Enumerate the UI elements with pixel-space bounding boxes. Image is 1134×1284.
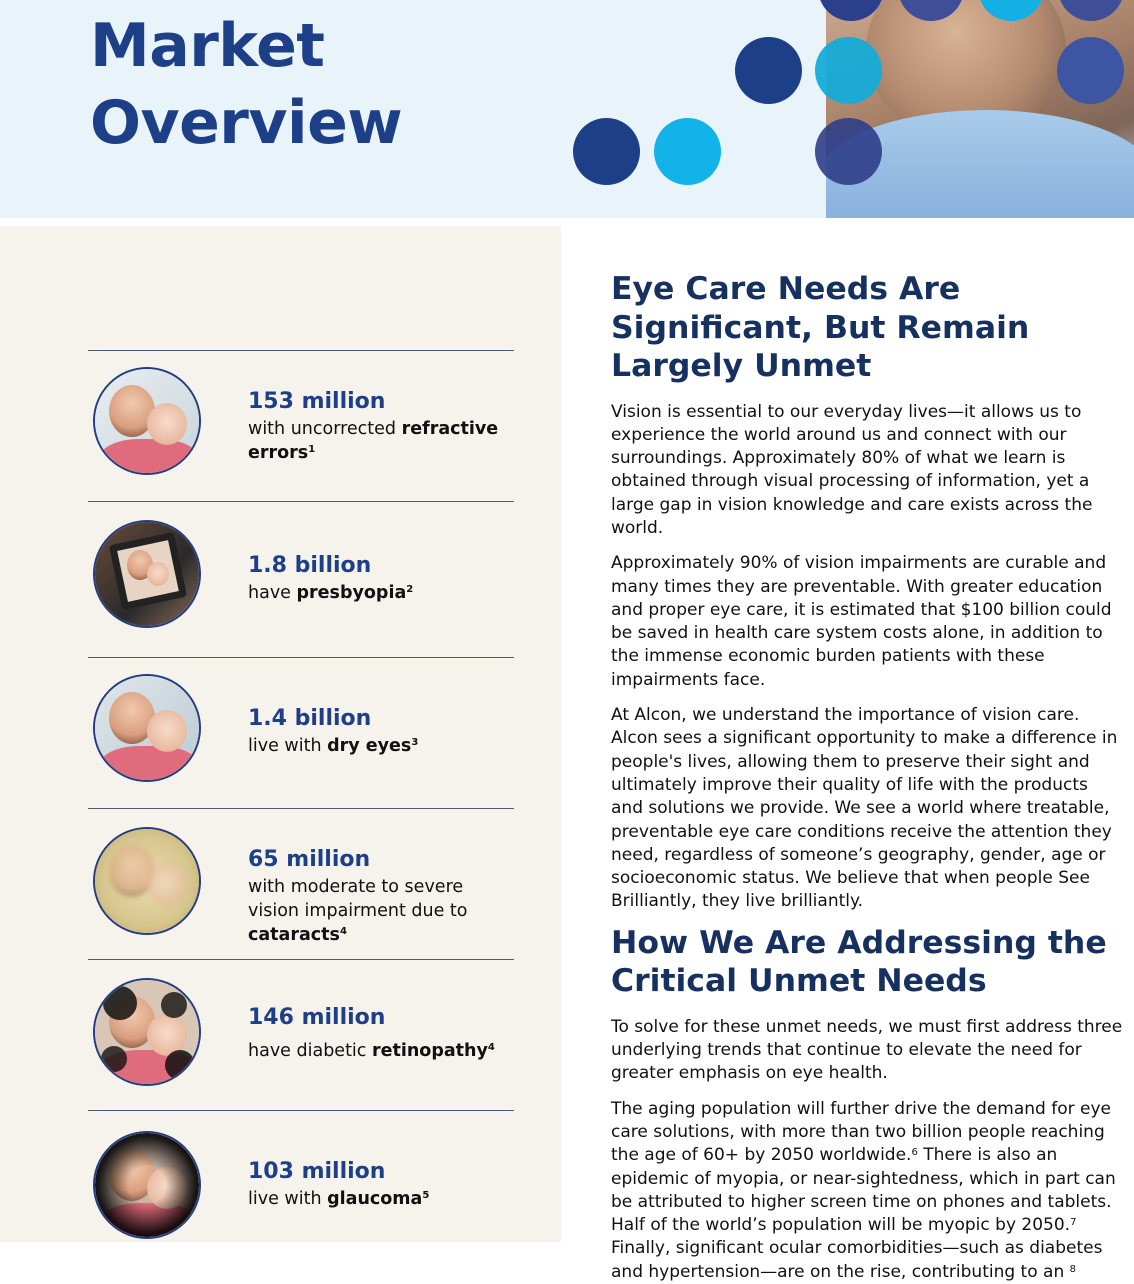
decorative-dot [815,118,882,185]
stat-description: have presbyopia$^2$ [248,583,414,603]
decorative-dot [573,118,640,185]
stat-description: live with dry eyes$^3$ [248,736,419,756]
decorative-dot [654,118,721,185]
blurred-photo [93,827,201,935]
paragraph: At Alcon, we understand the importance of vision care. Alcon sees a significant opportunity to make a difference in people's lives, allowing them to preserve their sight and ultimately improve their quality of life with the products and solutions we provide. We see a world where treatable, preventable eye care conditions receive the attention they need, regardless of someone’s geography, gender, age or socioeconomic status. We believe that when people See Brilliantly, they live brilliantly. [611,705,1118,912]
paragraph: To solve for these unmet needs, we must first address three underlying trends that continue to elevate the need for greater emphasis on eye health. [611,1016,1123,1084]
stat-dry-eyes [88,657,514,808]
stat-presbyopia [88,501,514,657]
stat-cataracts [88,808,514,959]
page-title-line-1: Market [90,11,325,81]
decorative-dot [815,37,882,104]
woman-with-baby-photo [93,674,201,782]
stat-retinopathy [88,959,514,1110]
decorative-dot [1057,37,1124,104]
spotted-photo [93,978,201,1086]
stat-value: 103 million [248,1159,386,1184]
stat-refractive-errors [88,350,514,501]
page-title [90,8,402,162]
stat-value: 65 million [248,847,371,872]
stat-glaucoma [88,1110,514,1247]
woman-with-baby-photo [93,367,201,475]
section-heading-addressing-needs: How We Are Addressing the Critical Unmet Needs [611,924,1107,1000]
man-portrait-photo [826,0,1134,218]
stat-value: 1.4 billion [248,706,372,731]
paragraph: Vision is essential to our everyday lives—it allows us to experience the world around us and connect with our surroundings. Approximately 80% of what we learn is obtained through visual processing of information, yet a large gap in vision knowledge and care exists across the world. [611,401,1093,538]
paragraph: Approximately 90% of vision impairments are curable and many times they are preventable. With greater education and proper eye care, it is estimated that $100 billion could be saved in health care system costs alone, in addition to the immense economic burden patients with these impairments face. [611,553,1112,690]
vignette-photo [93,1131,201,1239]
main-content [611,270,1123,1284]
decorative-dot [735,37,802,104]
stat-value: 153 million [248,389,386,414]
stat-description: live with glaucoma$^5$ [248,1189,430,1209]
stat-value: 146 million [248,1005,386,1030]
stat-description: have diabetic retinopathy$^4$ [248,1041,495,1061]
section-heading-unmet-needs: Eye Care Needs Are Significant, But Remain Largely Unmet [611,271,1030,384]
stat-description: with uncorrected refractive errors$^1$ [248,419,499,463]
page-title-line-2: Overview [90,88,403,158]
stat-value: 1.8 billion [248,553,372,578]
stat-list [88,350,514,1247]
paragraph: The aging population will further drive the demand for eye care solutions, with more than two billion people reaching the age of 60+ by 2050 worldwide.$^6$ There is also an epidemic of myopia, or near-sightedness, which in part can be attributed to higher screen time on phones and tablets. Half of the world’s population will be myopic by 2050.$^7$ Finally, significant ocular comorbidities—such as diabetes and hypertension—are on the rise, contributing to an $^8$ [611,1098,1116,1282]
stat-description: with moderate to severe vision impairment due to cataracts$^4$ [248,877,468,945]
tablet-photo [93,520,201,628]
market-overview-banner [0,0,1134,218]
